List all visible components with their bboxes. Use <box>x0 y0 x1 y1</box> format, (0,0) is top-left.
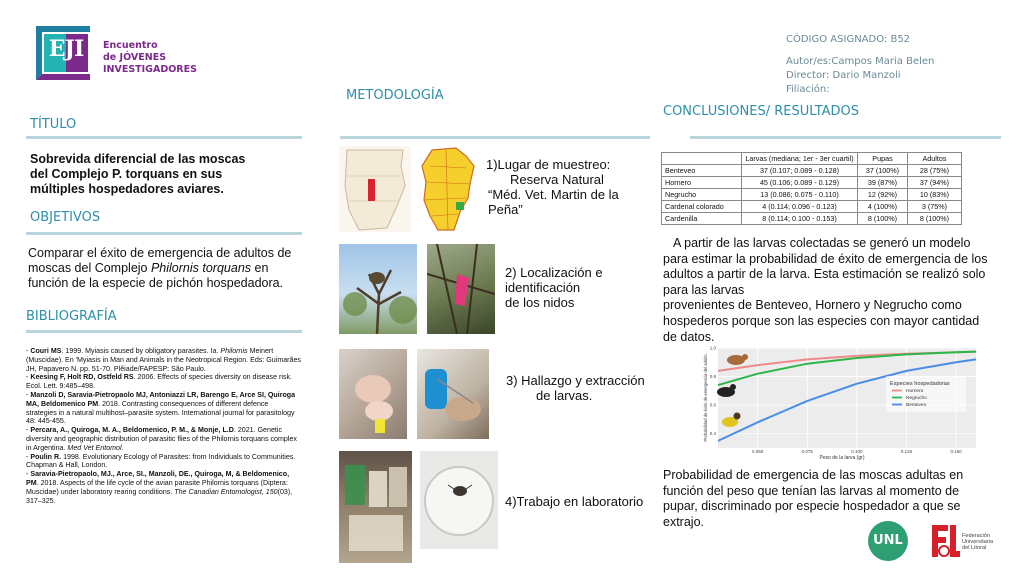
bibliography-entry <box>26 391 301 426</box>
objetivos-rule <box>26 232 302 235</box>
reference-authors: Saravia-Pietropaolo, MJ., Arce, SI., Manzoli, DE., Quiroga, M, & Beldomenico, PM <box>26 470 290 487</box>
chart-legend <box>886 376 966 412</box>
titulo-heading: TÍTULO <box>30 117 77 132</box>
table-cell: 12 (92%) <box>858 189 908 201</box>
director: Director: Dario Manzoli <box>786 70 901 81</box>
reference-authors: Keesing F, Holt RD, Ostfeld RS <box>30 373 134 382</box>
objetivos-species: Philornis torquans <box>150 261 252 275</box>
results-paragraph <box>663 236 1003 345</box>
bullet-dash: - <box>26 373 31 382</box>
reference-text-end: (03), 317–325. <box>26 487 293 505</box>
reference-text: . 1999. Myiasis caused by obligatory parasites. Ia. <box>61 347 221 355</box>
bibliografia-rule <box>26 330 302 333</box>
author-info <box>786 55 934 97</box>
step4-caption: 4)Trabajo en laboratorio <box>505 494 644 509</box>
chart-ylabel: Probabilidad de éxito de emergencia del adulto <box>703 354 708 442</box>
reference-text: . 2006. Effects of species diversity on disease risk. Ecol. Lett. 9:485–498. <box>26 373 292 391</box>
objetivos-text <box>28 246 303 291</box>
legend-title: Especies hospedadoras <box>890 381 950 387</box>
adult-fly-dish-photo <box>420 451 498 549</box>
conclusiones-rule <box>690 136 1001 139</box>
authors: Autor/es:Campos Maria Belen <box>786 56 935 67</box>
species-name-cell: Hornero <box>662 177 742 189</box>
results-table-wrap <box>661 152 962 225</box>
results-table <box>661 152 962 225</box>
logo-letters: EJI <box>48 36 84 62</box>
table-cell: 39 (87%) <box>858 177 908 189</box>
event-name-line2: de JÓVENES <box>103 52 167 63</box>
species-name-cell: Negrucho <box>662 189 742 201</box>
y-tick-label: 1.0 <box>709 346 716 351</box>
step2-line2: identificación <box>505 280 581 295</box>
x-tick-label: 0.075 <box>801 449 813 454</box>
table-cell: 4 (100%) <box>858 201 908 213</box>
bullet-dash: - <box>26 347 31 355</box>
reference-italic: Med Vet Entomol. <box>67 443 124 452</box>
step3-caption <box>506 373 656 403</box>
step3-line2: de larvas. <box>536 388 593 403</box>
table-row <box>662 177 962 189</box>
event-name-line3: INVESTIGADORES <box>103 64 197 75</box>
step1-line3: “Méd. Vet. Martin de la Peña” <box>488 187 619 217</box>
table-cell: 45 (0.106; 0.089 - 0.129) <box>742 177 858 189</box>
nest-marker-photo <box>427 244 495 334</box>
results-para-line5: provenientes de Benteveo, Hornero y Negrucho como <box>663 298 962 313</box>
larva-extraction-photo <box>417 349 489 439</box>
table-cell: 13 (0.086; 0.075 - 0.110) <box>742 189 858 201</box>
bibliography-entry <box>26 470 301 505</box>
metodologia-rule <box>340 136 650 139</box>
unl-logo <box>868 521 908 561</box>
bibliography-entry <box>26 373 301 391</box>
poster-title: Sobrevida diferencial de las moscas del Complejo P. torquans en sus múltiples hospedadores aviares. <box>30 152 246 196</box>
table-cell: 8 (100%) <box>858 213 908 225</box>
lab-containers-photo <box>339 451 412 563</box>
table-cell: 8 (100%) <box>908 213 962 225</box>
event-name-line1: Encuentro <box>103 40 158 51</box>
results-para-line7: de datos. <box>663 329 715 344</box>
reference-italic: Philornis <box>220 347 248 355</box>
table-cell: 3 (75%) <box>908 201 962 213</box>
chart-caption: Probabilidad de emergencia de las moscas adultas en función del peso que tenían las larvas al momento de pupar, discriminado por especie hospedador a que se extrajo. <box>663 468 964 529</box>
table-cell: 28 (75%) <box>908 165 962 177</box>
reference-text-end: Meinert (Muscidae). En 'Myiasis in Man and Animals in the Neotropical Region. Eds: Guimarães JH, Papavero N. pp. 51-70. Plêiade/FAPESP: São Paulo. <box>26 347 301 373</box>
y-tick-label: 0.6 <box>709 402 716 408</box>
affiliation: Filiación: <box>786 84 830 95</box>
species-name-cell: Cardenal colorado <box>662 201 742 213</box>
step1-line2: Reserva Natural <box>510 172 604 187</box>
bullet-dash: - <box>26 470 31 479</box>
fed-line3: del Litoral <box>962 545 987 551</box>
titulo-rule <box>26 136 302 139</box>
reference-authors: Percara, A., Quiroga, M. A., Beldomenico, P. M., & Monje, L.D <box>30 426 234 435</box>
table-header-cell <box>662 153 742 165</box>
table-row <box>662 213 962 225</box>
x-tick-label: 0.100 <box>851 449 863 454</box>
table-cell: 37 (100%) <box>858 165 908 177</box>
step1-line1: 1)Lugar de muestreo: <box>486 157 611 172</box>
event-logo <box>30 22 96 84</box>
ful-logo <box>928 521 1008 561</box>
x-tick-label: 0.050 <box>752 449 764 454</box>
metodologia-heading: METODOLOGÍA <box>346 88 444 103</box>
legend-label: Negrucho <box>906 396 927 401</box>
results-para-line2: para estimar la probabilidad de éxito de emergencia de los <box>663 251 988 266</box>
table-header-cell: Adultos <box>908 153 962 165</box>
nest-tree-photo <box>339 244 417 334</box>
results-para-line1: A partir de las larvas colectadas se generó un modelo <box>673 236 971 250</box>
table-cell: 8 (0.114; 0.100 - 0.153) <box>742 213 858 225</box>
reference-text: . 2018. Aspects of the life cycle of the avian parasite Philornis torquans (Diptera: Muscidae) under laboratory rearing conditions. <box>26 478 288 496</box>
bibliografia-heading: BIBLIOGRAFÍA <box>26 309 117 324</box>
objetivos-text-b: en función de la especie de pichón hospedadora. <box>28 261 284 290</box>
emergence-probability-chart <box>702 346 980 462</box>
step1-caption <box>486 157 656 217</box>
bibliography-list <box>26 347 301 505</box>
species-name-cell: Cardenilla <box>662 213 742 225</box>
ful-emblem-icon <box>928 521 962 561</box>
step2-line1: 2) Localización e <box>505 265 603 280</box>
table-row <box>662 165 962 177</box>
bullet-dash: - <box>26 426 31 435</box>
table-cell: 4 (0.114; 0.096 - 0.123) <box>742 201 858 213</box>
table-row <box>662 189 962 201</box>
reference-italic: The Canadian Entomologist, 150 <box>174 487 278 496</box>
reference-text: . 2021. Genetic diversity and geographic distribution of parasitic flies of the Philornis torquans complex in Argentina. <box>26 426 297 452</box>
bullet-dash: - <box>26 390 31 399</box>
reference-text: . 2018. Contrasting consequences of different defence strategies in a natural multihost–parasite system. International journal for parasitology 48: 445-455. <box>26 399 295 426</box>
chart-svg <box>702 346 980 462</box>
conclusiones-heading: CONCLUSIONES/ RESULTADOS <box>663 104 860 119</box>
bibliography-entry <box>26 426 301 452</box>
species-name-cell: Benteveo <box>662 165 742 177</box>
reference-text: 1998. Evolutionary Ecology of Parasites: from Individuals to Communities. Chapman & Hall, London. <box>26 452 296 470</box>
event-name <box>103 40 197 76</box>
bibliography-entry <box>26 347 301 373</box>
step3-line1: 3) Hallazgo y extracción <box>506 373 645 388</box>
table-cell: 37 (0.107; 0.089 - 0.128) <box>742 165 858 177</box>
fed-line1: Federación <box>962 533 990 539</box>
objetivos-heading: OBJETIVOS <box>30 210 101 225</box>
table-header-row <box>662 153 962 165</box>
table-cell: 37 (94%) <box>908 177 962 189</box>
y-tick-label: 0.8 <box>709 374 716 380</box>
fed-line2: Universitaria <box>962 539 994 545</box>
results-para-line6: hospederos porque son las especies con mayor cantidad <box>663 313 980 328</box>
province-map-image <box>339 146 411 232</box>
reference-authors: Couri MS <box>30 347 62 355</box>
step2-line3: de los nidos <box>505 295 575 310</box>
results-para-line3: adultos a partir de la larva. Esta estimación se realizó solo <box>663 267 986 282</box>
x-tick-label: 0.150 <box>950 449 962 454</box>
legend-label: Benteveo <box>906 403 927 408</box>
reserve-location-map-image <box>416 146 478 232</box>
x-tick-label: 0.125 <box>900 449 913 454</box>
objetivos-text-a: Comparar el éxito de emergencia de adultos de moscas del Complejo <box>28 246 292 275</box>
table-row <box>662 201 962 213</box>
unl-logo-text: UNL <box>873 533 903 548</box>
table-header-cell: Larvas (mediana; 1er - 3er cuartil) <box>742 153 858 165</box>
table-header-cell: Pupas <box>858 153 908 165</box>
bullet-dash: - <box>26 452 31 461</box>
legend-label: Hornero <box>906 389 924 394</box>
y-tick-label: 0.4 <box>709 431 716 437</box>
chart-xlabel: Peso de la larva (gr) <box>819 455 865 461</box>
chick-handling-photo <box>339 349 407 439</box>
results-para-line4: para las larvas <box>663 282 745 297</box>
bibliography-entry <box>26 453 301 471</box>
reference-authors: Manzoli D, Saravia-Pietropaolo MJ, Antoniazzi LR, Barengo E, Arce SI, Quiroga MA, Beldomenico PM <box>26 390 296 408</box>
reference-authors: Poulin R. <box>30 452 62 461</box>
step2-caption <box>505 265 635 310</box>
assigned-code: CÓDIGO ASIGNADO: B52 <box>786 34 911 45</box>
table-cell: 10 (83%) <box>908 189 962 201</box>
